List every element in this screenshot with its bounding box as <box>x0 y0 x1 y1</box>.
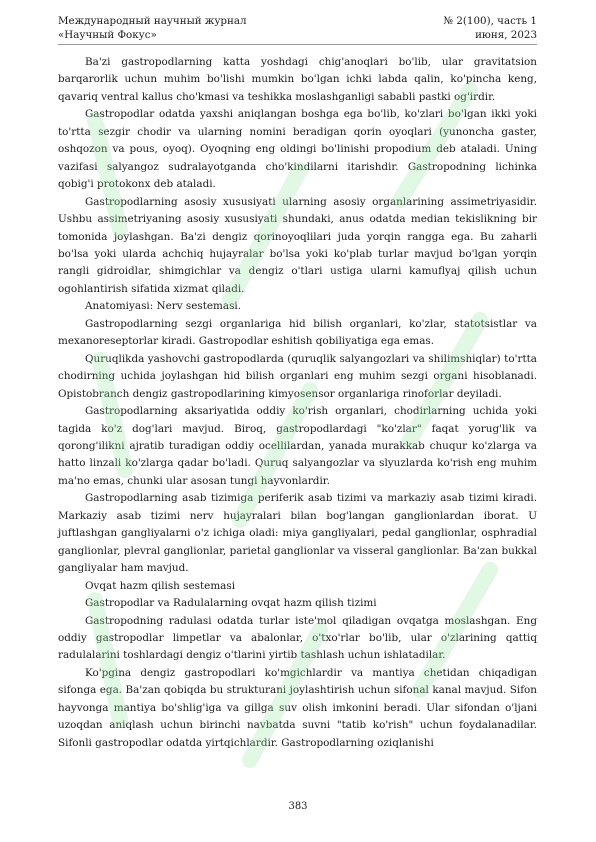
issue-number: № 2(100), часть 1 <box>443 15 537 27</box>
header-divider <box>58 44 537 45</box>
paragraph: Ko'pgina dengiz gastropodlari ko'mgichlardir va mantiya chetidan chiqadigan sifonga ega. Ba'zan qobiqda bu strukturani joylashtirish uchun sifonal kanal mavjud. Sifon hayvonga mantiya bo'shlig'iga va gillga suv olish imkonini beradi. Ular sifondan o'ljani uzoqdan aniqlash uchun birinchi navbatda suvni "tatib ko'rish" uchun foydalanadilar. Sifonli gastropodlar odatda yirtqichlardir. Gastropodlarning oziqlanishi <box>58 666 537 749</box>
section-heading: Anatomiyasi: Nerv sestemasi. <box>85 300 242 313</box>
paragraph: Gastropodning radulasi odatda turlar iste'mol qiladigan ovqatga moslashgan. Eng oddiy gastropodlar limpetlar va abalonlar, o'txo'rlar bo'lib, ular o'zlarining qattiq radulalarini toshlardagi dengiz o'tlarini yirtib tashlash uchun ishlatadilar. <box>58 614 537 662</box>
paragraph: Gastropodlarning aksariyatida oddiy ko'rish organlari, chodirlarning uchida yoki tagida ko'z dog'lari mavjud. Biroq, gastropodlardagi "ko'zlar" faqat yorug'lik va qorong'ilikni ajratib turadigan oddiy ocellilardan, yanada murakkab chuqur ko'zlarga va hatto linzali ko'zlarga qadar bo'ladi. Quruq salyangozlar va slyuzlarda ko'rish eng muhim ma'no emas, chunki ular asosan tungi hayvonlardir. <box>58 405 537 487</box>
paragraph: Gastropodlarning asab tizimiga periferik asab tizimi va markaziy asab tizimi kiradi. Markaziy asab tizimi nerv hujayralari bilan bog'langan ganglionlardan iborat. U juftlashgan gangliyalarni o'z ichiga oladi: miya gangliyalari, pedal ganglionlar, osphradial ganglionlar, plevral ganglionlar, parietal ganglionlar va visseral ganglionlar. Ba'zan bukkal gangliyalar ham mavjud. <box>58 492 537 575</box>
journal-name-line1: Международный научный журнал <box>58 15 247 27</box>
paragraph: Gastropodlarning asosiy xususiyati ularning asosiy organlarining assimetriyasidir. Ushbu assimetriyaning asosiy xususiyati shundaki, anus odatda median tekislikning bir tomonida joylashgan. Ba'zi dengiz qorinoyoqlilari juda yorqin rangga ega. Bu zaharli bo'lsa yoki ularda achchiq hujayralar bo'lsa yoki ko'plab turlar mavjud bo'lgan yorqin rangli gidroidlar, shimgichlar va dengiz o'tlari ustiga ularni kamuflyaj qilish uchun ogohlantirish sifatida xizmat qiladi. <box>58 195 537 295</box>
paragraph: Quruqlikda yashovchi gastropodlarda (quruqlik salyangozlari va shilimshiqlar) to'rtta chodirning uchida joylashgan hid bilish organlari eng muhim sezgi organi hisoblanadi. Opistobranch dengiz gastropodlarining kimyosensor organlariga rinoforlar deyiladi. <box>58 352 537 400</box>
paragraph: Gastropodlarning sezgi organlariga hid bilish organlari, ko'zlar, statotsistlar va mexanoreseptorlar kiradi. Gastropodlar eshitish qobiliyatiga ega emas. <box>58 317 537 348</box>
paragraph: Gastropodlar odatda yaxshi aniqlangan boshga ega bo'lib, ko'zlari bo'lgan ikki yoki to'rtta sezgir chodir va ularning nomini beradigan qorin oyoqlari (yunoncha gaster, oshqozon va pous, oyoq). Oyoqning eng oldingi bo'linishi propodium deb ataladi. Uning vazifasi salyangoz sudralayotganda cho'kindilarni itarishdir. Gastropodning lichinka qobig'i protokonx deb ataladi. <box>58 108 537 191</box>
issue-date: июня, 2023 <box>475 29 537 41</box>
journal-name-line2: «Научный Фокус» <box>58 29 157 41</box>
journal-title <box>58 14 247 42</box>
issue-info <box>443 14 537 42</box>
section-heading: Ovqat hazm qilish sestemasi <box>85 579 236 592</box>
subsection-heading: Gastropodlar va Radulalarning ovqat hazm qilish tizimi <box>85 597 377 610</box>
page-number: 383 <box>288 801 308 812</box>
paragraph: Ba'zi gastropodlarning katta yoshdagi chig'anoqlari bo'lib, ular gravitatsion barqarorlik uchun muhim bo'lishi mumkin bo'lgan ichki labda qalin, ko'pincha keng, qavariq ventral kallus cho'kmasi va teshikka moslashganligi sababli pastki og'irdir. <box>58 56 537 103</box>
article-body <box>58 54 537 752</box>
